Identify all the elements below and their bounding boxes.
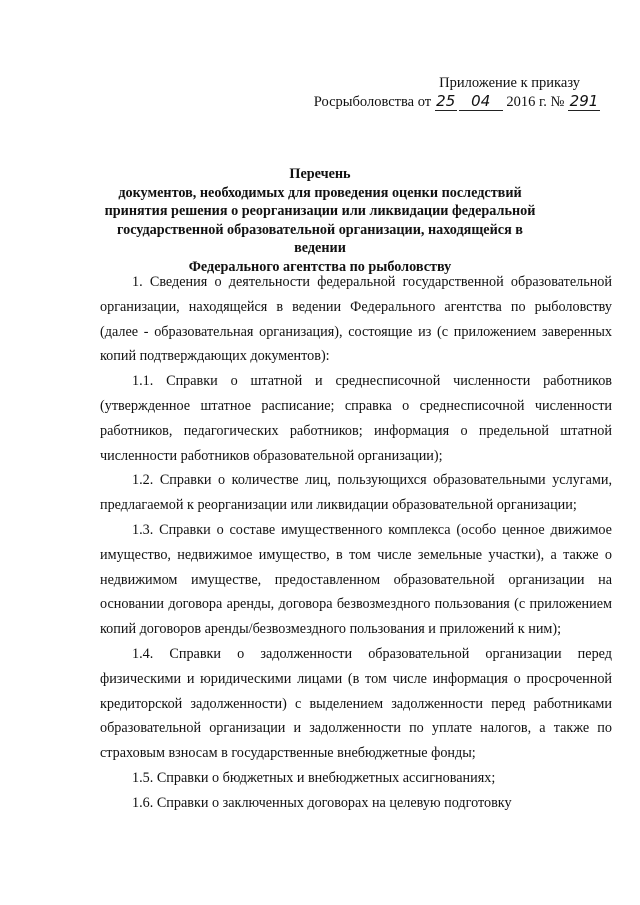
order-day: 25 <box>436 92 456 110</box>
appendix-label: Приложение к приказу <box>439 75 580 91</box>
title-heading: Перечень <box>289 166 351 182</box>
order-month: 04 <box>459 92 503 111</box>
paragraph-1-1: 1.1. Справки о штатной и среднесписочной численности работников (утвержденное штатное расписание; справка о среднесписочной численности работников, педагогических работников; информация о предельной штатной численности работников образовательной организации); <box>100 373 612 464</box>
order-reference <box>300 92 600 111</box>
paragraph-1: 1. Сведения о деятельности федеральной государственной образовательной организации, находящейся в ведении Федерального агентства по рыболовству (далее - образовательная организация), состоящие из (с приложением заверенных копий подтверждающих документов): <box>100 274 612 365</box>
title-line-2: принятия решения о реорганизации или ликвидации федеральной <box>104 203 536 219</box>
order-number: 291 <box>569 92 599 110</box>
paragraph-1-4: 1.4. Справки о задолженности образовательной организации перед физическими и юридическими лицами (в том числе информация о просроченной кредиторской задолженности) с выделением задолженности перед работниками образовательной организации и задолженности по уплате налогов, а также по страховым взносам в государственные внебюджетные фонды; <box>100 645 612 762</box>
paragraph-1-5: 1.5. Справки о бюджетных и внебюджетных ассигнованиях; <box>132 769 496 786</box>
order-year: 2016 г. <box>506 94 547 110</box>
title-line-1: документов, необходимых для проведения оценки последствий <box>118 184 522 201</box>
paragraph-1-3: 1.3. Справки о составе имущественного комплекса (особо ценное движимое имущество, недвижимое имущество, в том числе земельные участки), а также о недвижимом имуществе, предоставленном образовательной организации на основании договора аренды, договора безвозмездного пользования (с приложением копий договоров аренды/безвозмездного пользования и приложений к ним); <box>100 521 612 638</box>
order-appendix-header <box>300 74 600 111</box>
paragraph-1-2: 1.2. Справки о количестве лиц, пользующихся образовательными услугами, предлагаемой к реорганизации или ликвидации образовательной организации; <box>100 472 612 514</box>
title-line-3: государственной образовательной организации, находящейся в ведении <box>117 221 523 256</box>
document-body <box>100 270 612 816</box>
document-title <box>100 165 540 276</box>
paragraph-1-6: 1.6. Справки о заключенных договорах на целевую подготовку <box>132 794 512 811</box>
title-line-4: Федерального агентства по рыболовству <box>188 258 452 275</box>
order-issuer-label: Росрыболовства от <box>313 94 432 110</box>
order-number-sign: № <box>550 94 565 110</box>
